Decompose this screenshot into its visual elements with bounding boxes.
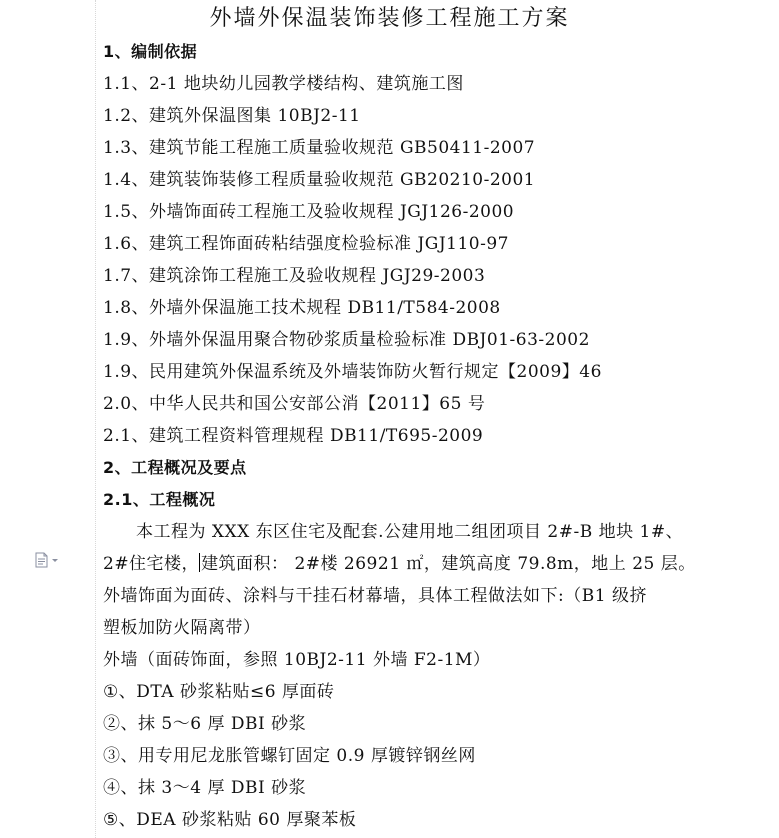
overview-text-segment: 2#住宅楼， [103, 554, 200, 574]
section-heading-overview: 2、工程概况及要点 [103, 458, 247, 477]
basis-item: 1.6、建筑工程饰面砖粘结强度检验标准 JGJ110-97 [103, 234, 509, 254]
document-icon [34, 552, 62, 568]
subsection-heading-overview: 2.1、工程概况 [103, 490, 216, 509]
overview-paragraph-line[interactable] [103, 552, 696, 576]
wall-step: ⑤、DEA 砂浆粘贴 60 厚聚苯板 [103, 810, 357, 830]
basis-item: 1.1、2-1 地块幼儿园教学楼结构、建筑施工图 [103, 74, 464, 94]
basis-item: 1.2、建筑外保温图集 10BJ2-11 [103, 106, 361, 126]
overview-paragraph-line: 外墙饰面为面砖、涂料与干挂石材幕墙，具体工程做法如下:（B1 级挤 [103, 586, 647, 606]
basis-item: 1.9、外墙外保温用聚合物砂浆质量检验标准 DBJ01-63-2002 [103, 330, 590, 350]
basis-item: 1.5、外墙饰面砖工程施工及验收规程 JGJ126-2000 [103, 202, 515, 222]
wall-step: ③、用专用尼龙胀管螺钉固定 0.9 厚镀锌钢丝网 [103, 746, 476, 766]
margin-guide [95, 0, 96, 838]
wall-spec-intro: 外墙（面砖饰面，参照 10BJ2-11 外墙 F2-1M） [103, 650, 491, 670]
wall-step: ①、DTA 砂浆粘贴≤6 厚面砖 [103, 682, 335, 702]
section-heading-basis: 1、编制依据 [103, 42, 198, 61]
basis-item: 1.8、外墙外保温施工技术规程 DB11/T584-2008 [103, 298, 501, 318]
text-cursor [199, 553, 200, 572]
wall-step: ②、抹 5～6 厚 DBI 砂浆 [103, 714, 307, 734]
overview-text-segment: 建筑面积： 2#楼 26921 ㎡，建筑高度 79.8m，地上 25 层。 [201, 554, 696, 574]
basis-item: 2.1、建筑工程资料管理规程 DB11/T695-2009 [103, 426, 484, 446]
paragraph-options-icon[interactable] [34, 552, 62, 568]
overview-paragraph-line: 塑板加防火隔离带） [103, 618, 261, 638]
document-title: 外墙外保温装饰装修工程施工方案 [209, 6, 570, 31]
basis-item: 1.3、建筑节能工程施工质量验收规范 GB50411-2007 [103, 138, 536, 158]
wall-step: ④、抹 3～4 厚 DBI 砂浆 [103, 778, 307, 798]
basis-item: 2.0、中华人民共和国公安部公消【2011】65 号 [103, 394, 486, 414]
basis-item: 1.9、民用建筑外保温系统及外墙装饰防火暂行规定【2009】46 [103, 362, 602, 382]
basis-item: 1.7、建筑涂饰工程施工及验收规程 JGJ29-2003 [103, 266, 486, 286]
basis-item: 1.4、建筑装饰装修工程质量验收规范 GB20210-2001 [103, 170, 536, 190]
overview-paragraph-line: 本工程为 XXX 东区住宅及配套.公建用地二组团项目 2#-B 地块 1#、 [136, 522, 684, 542]
